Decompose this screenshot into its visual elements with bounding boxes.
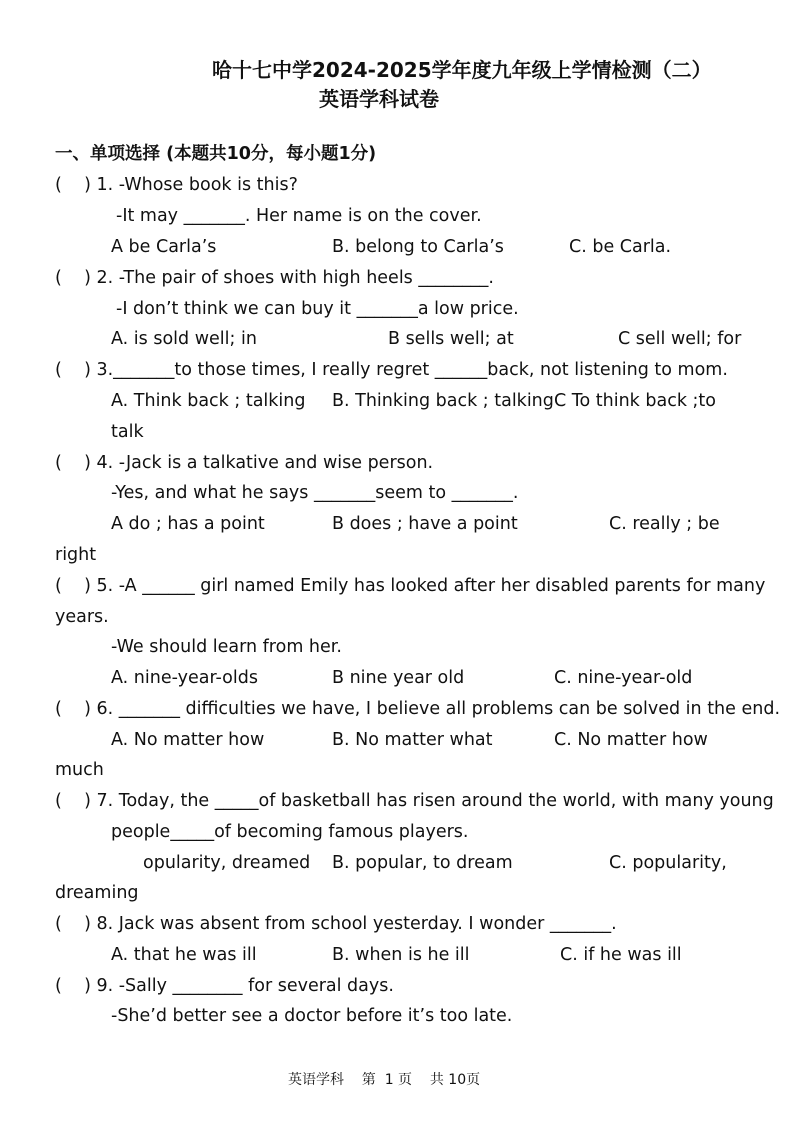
question-6-stem: ( ) 6. _______ difficulties we have, I believe all problems can be solved in the end. xyxy=(55,699,781,719)
question-5-option-b: B nine year old xyxy=(332,668,465,688)
question-8-option-c: C. if he was ill xyxy=(560,945,682,965)
question-6-option-b: B. No matter what xyxy=(332,730,493,750)
question-6-option-c-continued: much xyxy=(55,760,104,780)
question-2-option-a: A. is sold well; in xyxy=(111,329,257,349)
question-4-option-c-continued: right xyxy=(55,545,97,565)
question-6-option-c: C. No matter how xyxy=(554,730,708,750)
question-5-option-a: A. nine-year-olds xyxy=(111,668,258,688)
question-3-option-b: B. Thinking back ; talking xyxy=(332,391,554,411)
question-2-option-b: B sells well; at xyxy=(388,329,514,349)
question-3-option-c: C To think back ;to xyxy=(554,391,716,411)
question-7-stem-continued: people_____of becoming famous players. xyxy=(111,822,469,842)
question-9-response: -She’d better see a doctor before it’s too late. xyxy=(111,1006,513,1026)
question-8-stem: ( ) 8. Jack was absent from school yesterday. I wonder _______. xyxy=(55,914,617,934)
document-title: 哈十七中学2024-2025学年度九年级上学情检测（二） xyxy=(212,58,712,82)
question-8-option-b: B. when is he ill xyxy=(332,945,470,965)
question-1-option-b: B. belong to Carla’s xyxy=(332,237,504,257)
question-3-stem: ( ) 3._______to those times, I really regret ______back, not listening to mom. xyxy=(55,360,728,380)
question-5-response: -We should learn from her. xyxy=(111,637,342,657)
question-4-option-b: B does ; have a point xyxy=(332,514,518,534)
question-2-stem: ( ) 2. -The pair of shoes with high heels ________. xyxy=(55,268,494,288)
question-4-option-c: C. really ; be xyxy=(609,514,720,534)
question-7-option-a: opularity, dreamed xyxy=(143,853,311,873)
question-4-option-a: A do ; has a point xyxy=(111,514,265,534)
question-3-option-c-continued: talk xyxy=(111,422,144,442)
question-5-stem-continued: years. xyxy=(55,607,109,627)
question-7-option-b: B. popular, to dream xyxy=(332,853,513,873)
question-7-stem: ( ) 7. Today, the _____of basketball has risen around the world, with many young xyxy=(55,791,774,811)
question-2-option-c: C sell well; for xyxy=(618,329,742,349)
question-5-stem: ( ) 5. -A ______ girl named Emily has looked after her disabled parents for many xyxy=(55,576,766,596)
question-9-stem: ( ) 9. -Sally ________ for several days. xyxy=(55,976,394,996)
question-1-option-c: C. be Carla. xyxy=(569,237,672,257)
question-4-stem: ( ) 4. -Jack is a talkative and wise person. xyxy=(55,453,434,473)
section-heading: 一、单项选择 (本题共10分，每小题1分) xyxy=(55,144,377,164)
question-1-stem: ( ) 1. -Whose book is this? xyxy=(55,175,298,195)
question-8-option-a: A. that he was ill xyxy=(111,945,257,965)
question-5-option-c: C. nine-year-old xyxy=(554,668,693,688)
document-subtitle: 英语学科试卷 xyxy=(319,87,439,111)
question-1-response: -It may _______. Her name is on the cover. xyxy=(116,206,482,226)
question-4-response: -Yes, and what he says _______seem to _______. xyxy=(111,483,519,503)
question-1-option-a: A be Carla’s xyxy=(111,237,217,257)
question-7-option-c: C. popularity, xyxy=(609,853,727,873)
question-6-option-a: A. No matter how xyxy=(111,730,265,750)
page-footer: 英语学科 第 1 页 共 10页 xyxy=(288,1072,481,1088)
question-3-option-a: A. Think back ; talking xyxy=(111,391,306,411)
question-2-response: -I don’t think we can buy it _______a low price. xyxy=(116,299,519,319)
question-7-option-c-continued: dreaming xyxy=(55,883,139,903)
